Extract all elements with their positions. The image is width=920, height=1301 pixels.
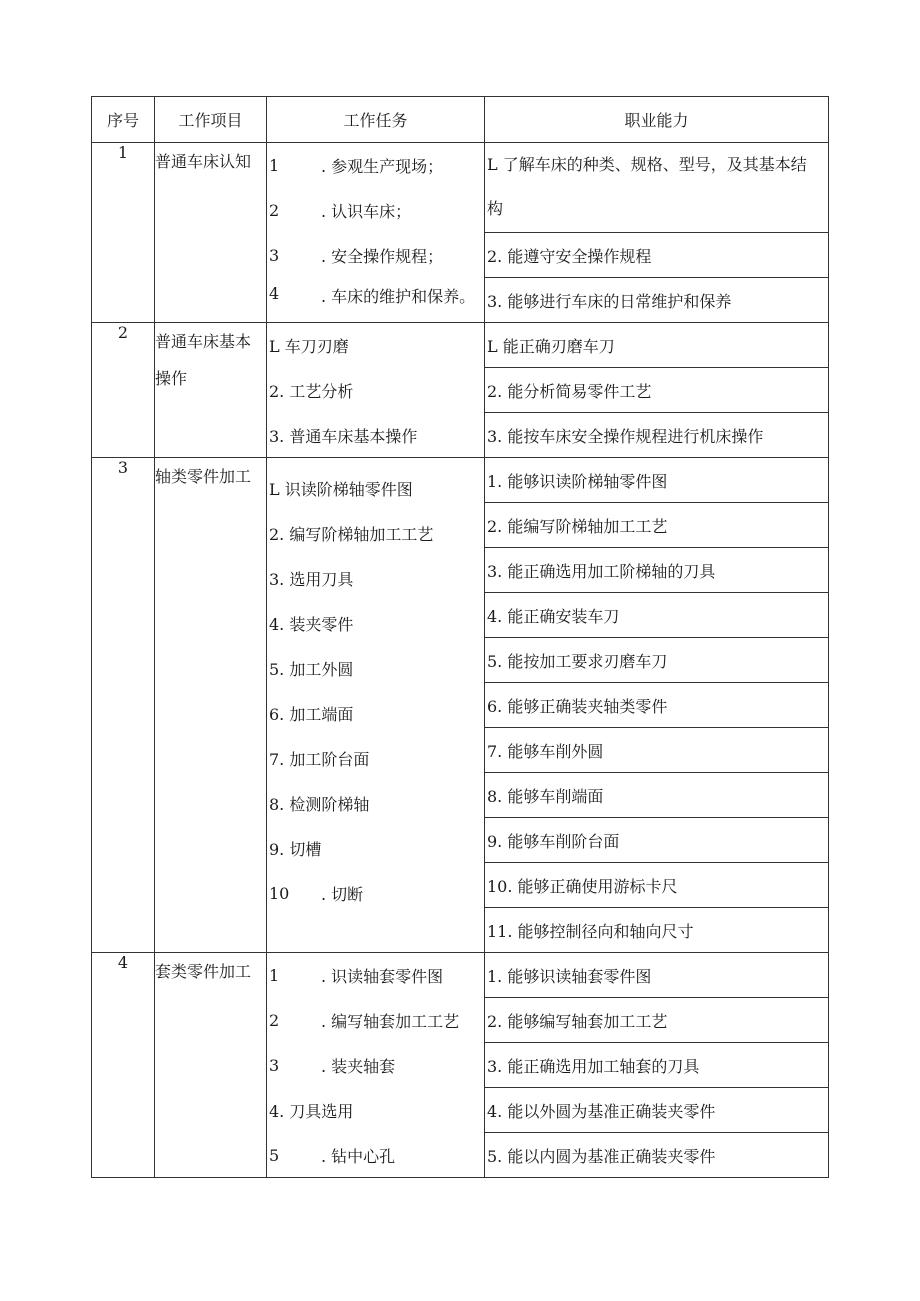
row-seq: 2 — [92, 323, 155, 458]
task-line: L 识读阶梯轴零件图 — [269, 480, 413, 499]
task-line: 8. 检测阶梯轴 — [269, 795, 370, 814]
task-line: 4 . 车床的维护和保养。 — [269, 284, 476, 306]
row-abilities — [485, 323, 829, 458]
ability-item: 4. 能以外圆为基准正确装夹零件 — [485, 1088, 828, 1133]
ability-item: 3. 能按车床安全操作规程进行机床操作 — [487, 426, 764, 446]
row-abilities — [485, 458, 829, 953]
task-line: 6. 加工端面 — [269, 705, 354, 724]
curriculum-table — [91, 96, 829, 1178]
ability-item: 7. 能够车削外圆 — [485, 728, 828, 773]
ability-item: 2. 能遵守安全操作规程 — [485, 233, 828, 278]
task-line: 3. 选用刀具 — [269, 570, 354, 589]
task-line: 1 . 参观生产现场； — [269, 156, 444, 176]
row-item: 普通车床基本操作 — [155, 323, 267, 458]
task-line: 5. 加工外圆 — [269, 660, 354, 679]
header-seq: 序号 — [92, 97, 155, 143]
header-tasks: 工作任务 — [267, 97, 485, 143]
task-line: 2 . 编写轴套加工工艺 — [269, 1011, 460, 1031]
ability-item: L 了解车床的种类、规格、型号，及其基本结构 — [485, 143, 828, 233]
task-line: 4. 刀具选用 — [269, 1102, 354, 1121]
row-tasks — [267, 953, 485, 1178]
row-seq: 3 — [92, 458, 155, 953]
ability-item: L 能正确刃磨车刀 — [485, 323, 828, 368]
task-line: 7. 加工阶台面 — [269, 750, 370, 769]
ability-item: 1. 能够识读轴套零件图 — [485, 953, 828, 998]
row-item: 普通车床认知 — [155, 143, 267, 323]
ability-item: 6. 能够正确装夹轴类零件 — [485, 683, 828, 728]
task-line: 1 . 识读轴套零件图 — [269, 966, 444, 986]
task-line: L 车刀刃磨 — [269, 337, 349, 356]
task-line: 3 . 安全操作规程； — [269, 246, 444, 266]
row-tasks — [267, 323, 485, 458]
task-line: 2. 工艺分析 — [269, 382, 354, 401]
task-line: 9. 切槽 — [269, 840, 322, 859]
ability-item: 2. 能分析简易零件工艺 — [485, 368, 828, 413]
ability-item: 5. 能按加工要求刃磨车刀 — [485, 638, 828, 683]
row-abilities — [485, 953, 829, 1178]
table-row — [92, 143, 829, 323]
ability-item: 3. 能够进行车床的日常维护和保养 — [487, 291, 732, 311]
task-line: 3 . 装夹轴套 — [269, 1056, 396, 1076]
row-tasks — [267, 143, 485, 323]
task-line: 4. 装夹零件 — [269, 615, 354, 634]
ability-item: 8. 能够车削端面 — [485, 773, 828, 818]
ability-item: 3. 能正确选用加工轴套的刀具 — [485, 1043, 828, 1088]
table-row — [92, 953, 829, 1178]
ability-item: 3. 能正确选用加工阶梯轴的刀具 — [485, 548, 828, 593]
ability-item: 2. 能够编写轴套加工工艺 — [485, 998, 828, 1043]
row-seq: 1 — [92, 143, 155, 323]
ability-item: 5. 能以内圆为基准正确装夹零件 — [487, 1146, 716, 1166]
table-row — [92, 458, 829, 953]
table-row — [92, 323, 829, 458]
ability-item: 1. 能够识读阶梯轴零件图 — [485, 458, 828, 503]
table-header-row — [92, 97, 829, 143]
task-line: 2 . 认识车床； — [269, 201, 412, 221]
task-line: 3. 普通车床基本操作 — [269, 427, 418, 446]
ability-item: 2. 能编写阶梯轴加工工艺 — [485, 503, 828, 548]
header-abilities: 职业能力 — [485, 97, 829, 143]
row-item: 轴类零件加工 — [155, 458, 267, 953]
row-abilities — [485, 143, 829, 323]
task-line: 2. 编写阶梯轴加工工艺 — [269, 525, 434, 544]
task-line: 5 . 钻中心孔 — [269, 1146, 396, 1166]
header-item: 工作项目 — [155, 97, 267, 143]
ability-item: 10. 能够正确使用游标卡尺 — [485, 863, 828, 908]
ability-item: 4. 能正确安装车刀 — [485, 593, 828, 638]
ability-item: 11. 能够控制径向和轴向尺寸 — [487, 921, 694, 941]
document-page — [91, 96, 829, 1178]
row-tasks — [267, 458, 485, 953]
ability-item: 9. 能够车削阶台面 — [485, 818, 828, 863]
row-seq: 4 — [92, 953, 155, 1178]
task-line: 10 . 切断 — [269, 884, 364, 904]
row-item: 套类零件加工 — [155, 953, 267, 1178]
